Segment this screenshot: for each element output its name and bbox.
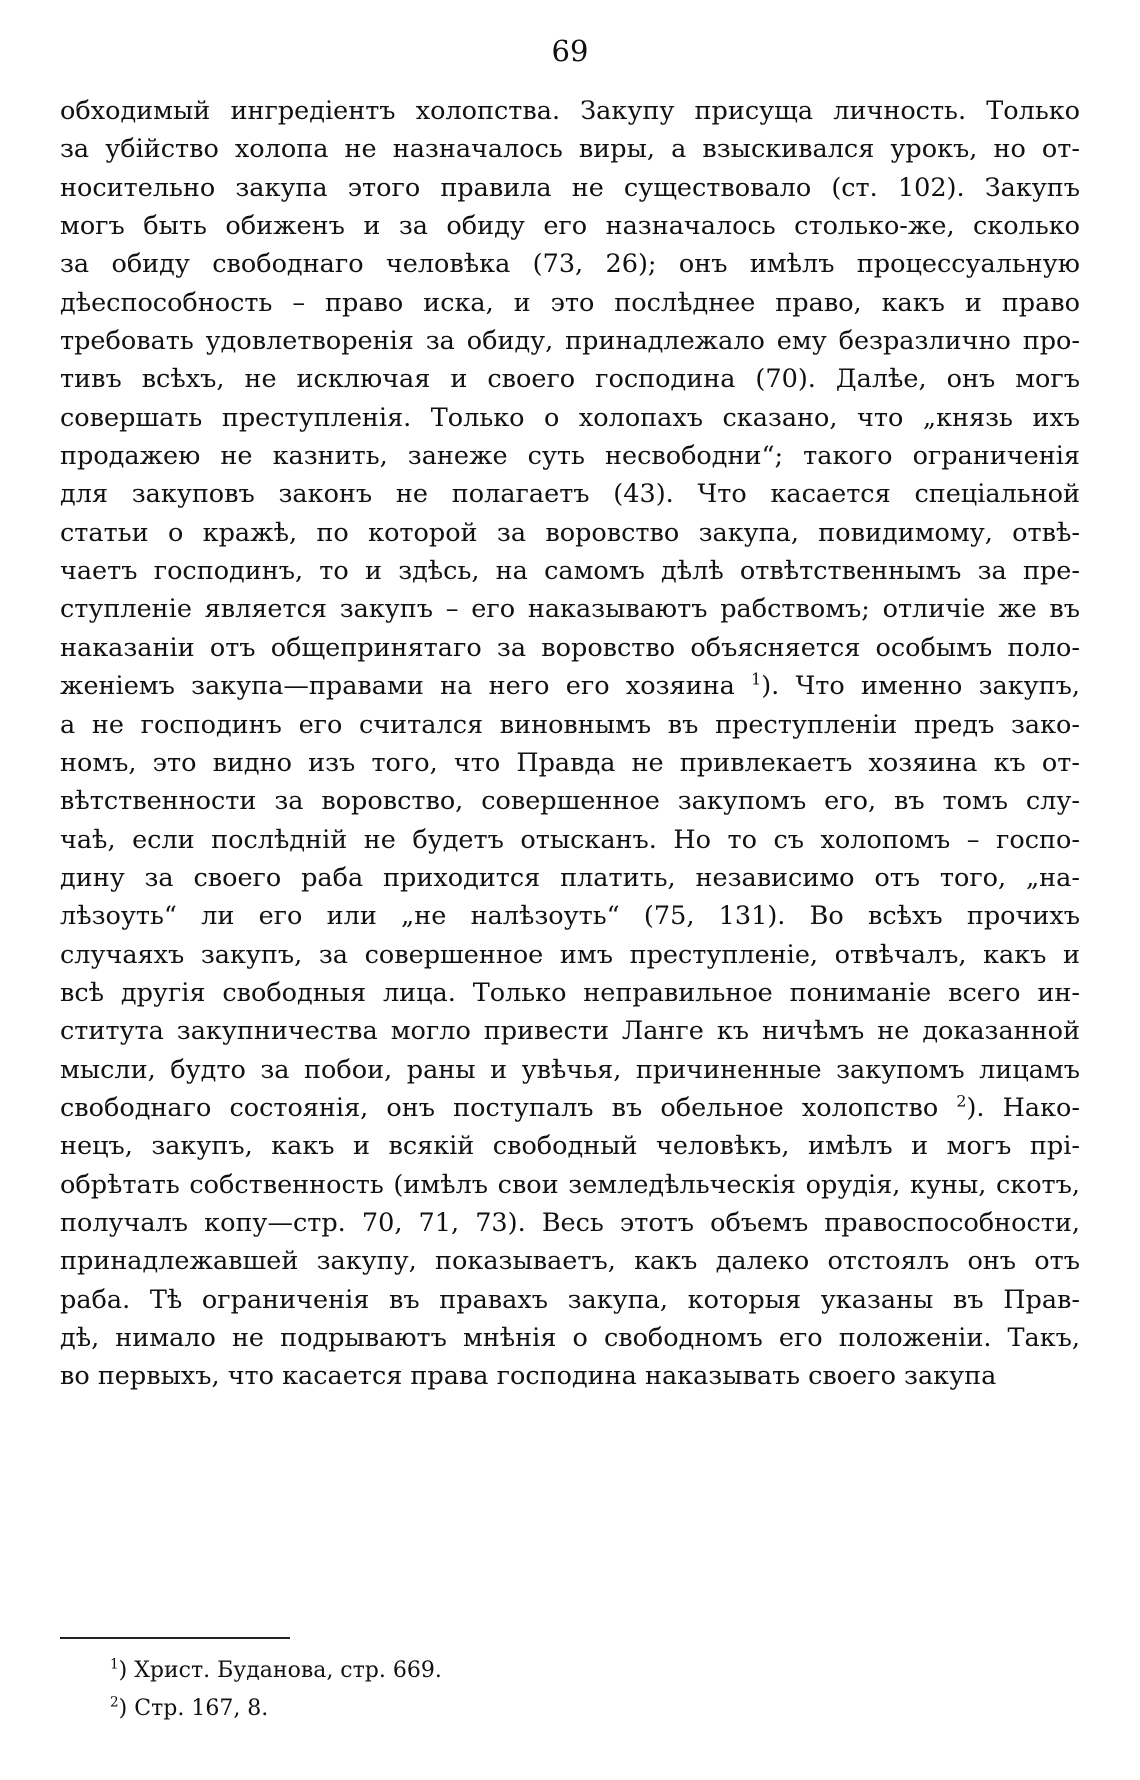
text-line: всѣ другія свободныя лица. Только неправильное пониманіе всего ин- [60,977,1080,1008]
text-line: наказаніи отъ общепринятаго за воровство объясняется особымъ поло- [60,632,1080,663]
main-text [60,92,1080,1396]
text-line: обходимый ингредіентъ холопства. Закупу присуща личность. Только [60,96,1080,126]
page-number: 69 [551,34,589,68]
text-line: ститута закупничества могло привести Ланге къ ничѣмъ не доказанной [60,1016,1080,1047]
footnote-marker: 2 [956,1091,967,1111]
footnotes [110,1652,910,1728]
text-line: продажею не казнить, занеже суть несвободни“; такого ограниченія [60,441,1080,472]
text-line: обрѣтать собственность (имѣлъ свои земледѣльческія орудія, куны, скотъ, [60,1169,1080,1200]
text-line: статьи о кражѣ, по которой за воровство закупа, повидимому, отвѣ- [60,517,1080,548]
text-line: для закуповъ законъ не полагаетъ (43). Что касается спеціальной [60,479,1080,510]
footnote-marker: 1 [110,1656,119,1673]
text-segment: ). Что именно закупъ, [761,671,1080,702]
text-line: за убійство холопа не назначалось виры, а взыскивался урокъ, но от- [60,134,1080,165]
text-line: носительно закупа этого правила не существовало (ст. 102). Закупъ [60,172,1080,203]
text-line: лѣзоуть“ ли его или „не налѣзоуть“ (75, 131). Во всѣхъ прочихъ [60,901,1080,932]
text-line: ступленіе является закупъ – его наказываютъ рабствомъ; отличіе же въ [60,594,1080,625]
footnote-text: ) Христ. Буданова, стр. 669. [118,1658,442,1683]
footnote-marker: 1 [751,669,762,689]
text-line: раба. Тѣ ограниченія въ правахъ закупа, которыя указаны въ Прав- [60,1284,1080,1315]
text-line: совершать преступленія. Только о холопахъ сказано, что „князь ихъ [60,402,1080,433]
text-line: чаетъ господинъ, то и здѣсь, на самомъ дѣлѣ отвѣтственнымъ за пре- [60,556,1080,587]
text-line: мысли, будто за побои, раны и увѣчья, причиненные закупомъ лицамъ [60,1054,1080,1085]
text-line: во первыхъ, что касается права господина наказывать своего закупа [60,1361,997,1392]
text-line: нецъ, закупъ, какъ и всякій свободный человѣкъ, имѣлъ и могъ прі- [60,1131,1080,1162]
footnote-1 [110,1652,910,1690]
footnote-divider [60,1637,290,1639]
text-line: дину за своего раба приходится платить, независимо отъ того, „на- [60,862,1080,893]
footnote-marker: 2 [110,1694,119,1711]
text-line: принадлежавшей закупу, показываетъ, какъ далеко отстоялъ онъ отъ [60,1246,1080,1277]
text-line: получалъ копу—стр. 70, 71, 73). Весь этотъ объемъ правоспособности, [60,1207,1080,1238]
text-line: дѣ, нимало не подрываютъ мнѣнія о свободномъ его положеніи. Такъ, [60,1323,1080,1353]
text-line-with-note [60,667,1080,705]
footnote-2 [110,1690,910,1728]
text-line: чаѣ, если послѣдній не будетъ отысканъ. Но то съ холопомъ – госпо- [60,824,1080,855]
text-line: тивъ всѣхъ, не исключая и своего господина (70). Далѣе, онъ могъ [60,364,1080,395]
text-line: случаяхъ закупъ, за совершенное имъ преступленіе, отвѣчалъ, какъ и [60,939,1080,970]
text-segment: женіемъ закупа—правами на него его хозяина [60,671,735,702]
text-line: могъ быть обиженъ и за обиду его назначалось столько-же, сколько [60,211,1080,242]
text-segment: свободнаго состоянія, онъ поступалъ въ обельное холопство [60,1092,939,1123]
text-segment: ). Нако- [966,1092,1080,1123]
text-line: требовать удовлетворенія за обиду, принадлежало ему безразлично про- [60,326,1080,357]
text-line-with-note [60,1089,1080,1127]
footnote-text: ) Стр. 167, 8. [118,1696,269,1721]
text-line: вѣтственности за воровство, совершенное закупомъ его, въ томъ слу- [60,786,1080,817]
text-line: за обиду свободнаго человѣка (73, 26); онъ имѣлъ процессуальную [60,249,1080,280]
text-line: а не господинъ его считался виновнымъ въ преступленіи предъ зако- [60,709,1080,740]
text-line: номъ, это видно изъ того, что Правда не привлекаетъ хозяина къ от- [60,747,1080,778]
text-line: дѣеспособность – право иска, и это послѣднее право, какъ и право [60,287,1080,318]
